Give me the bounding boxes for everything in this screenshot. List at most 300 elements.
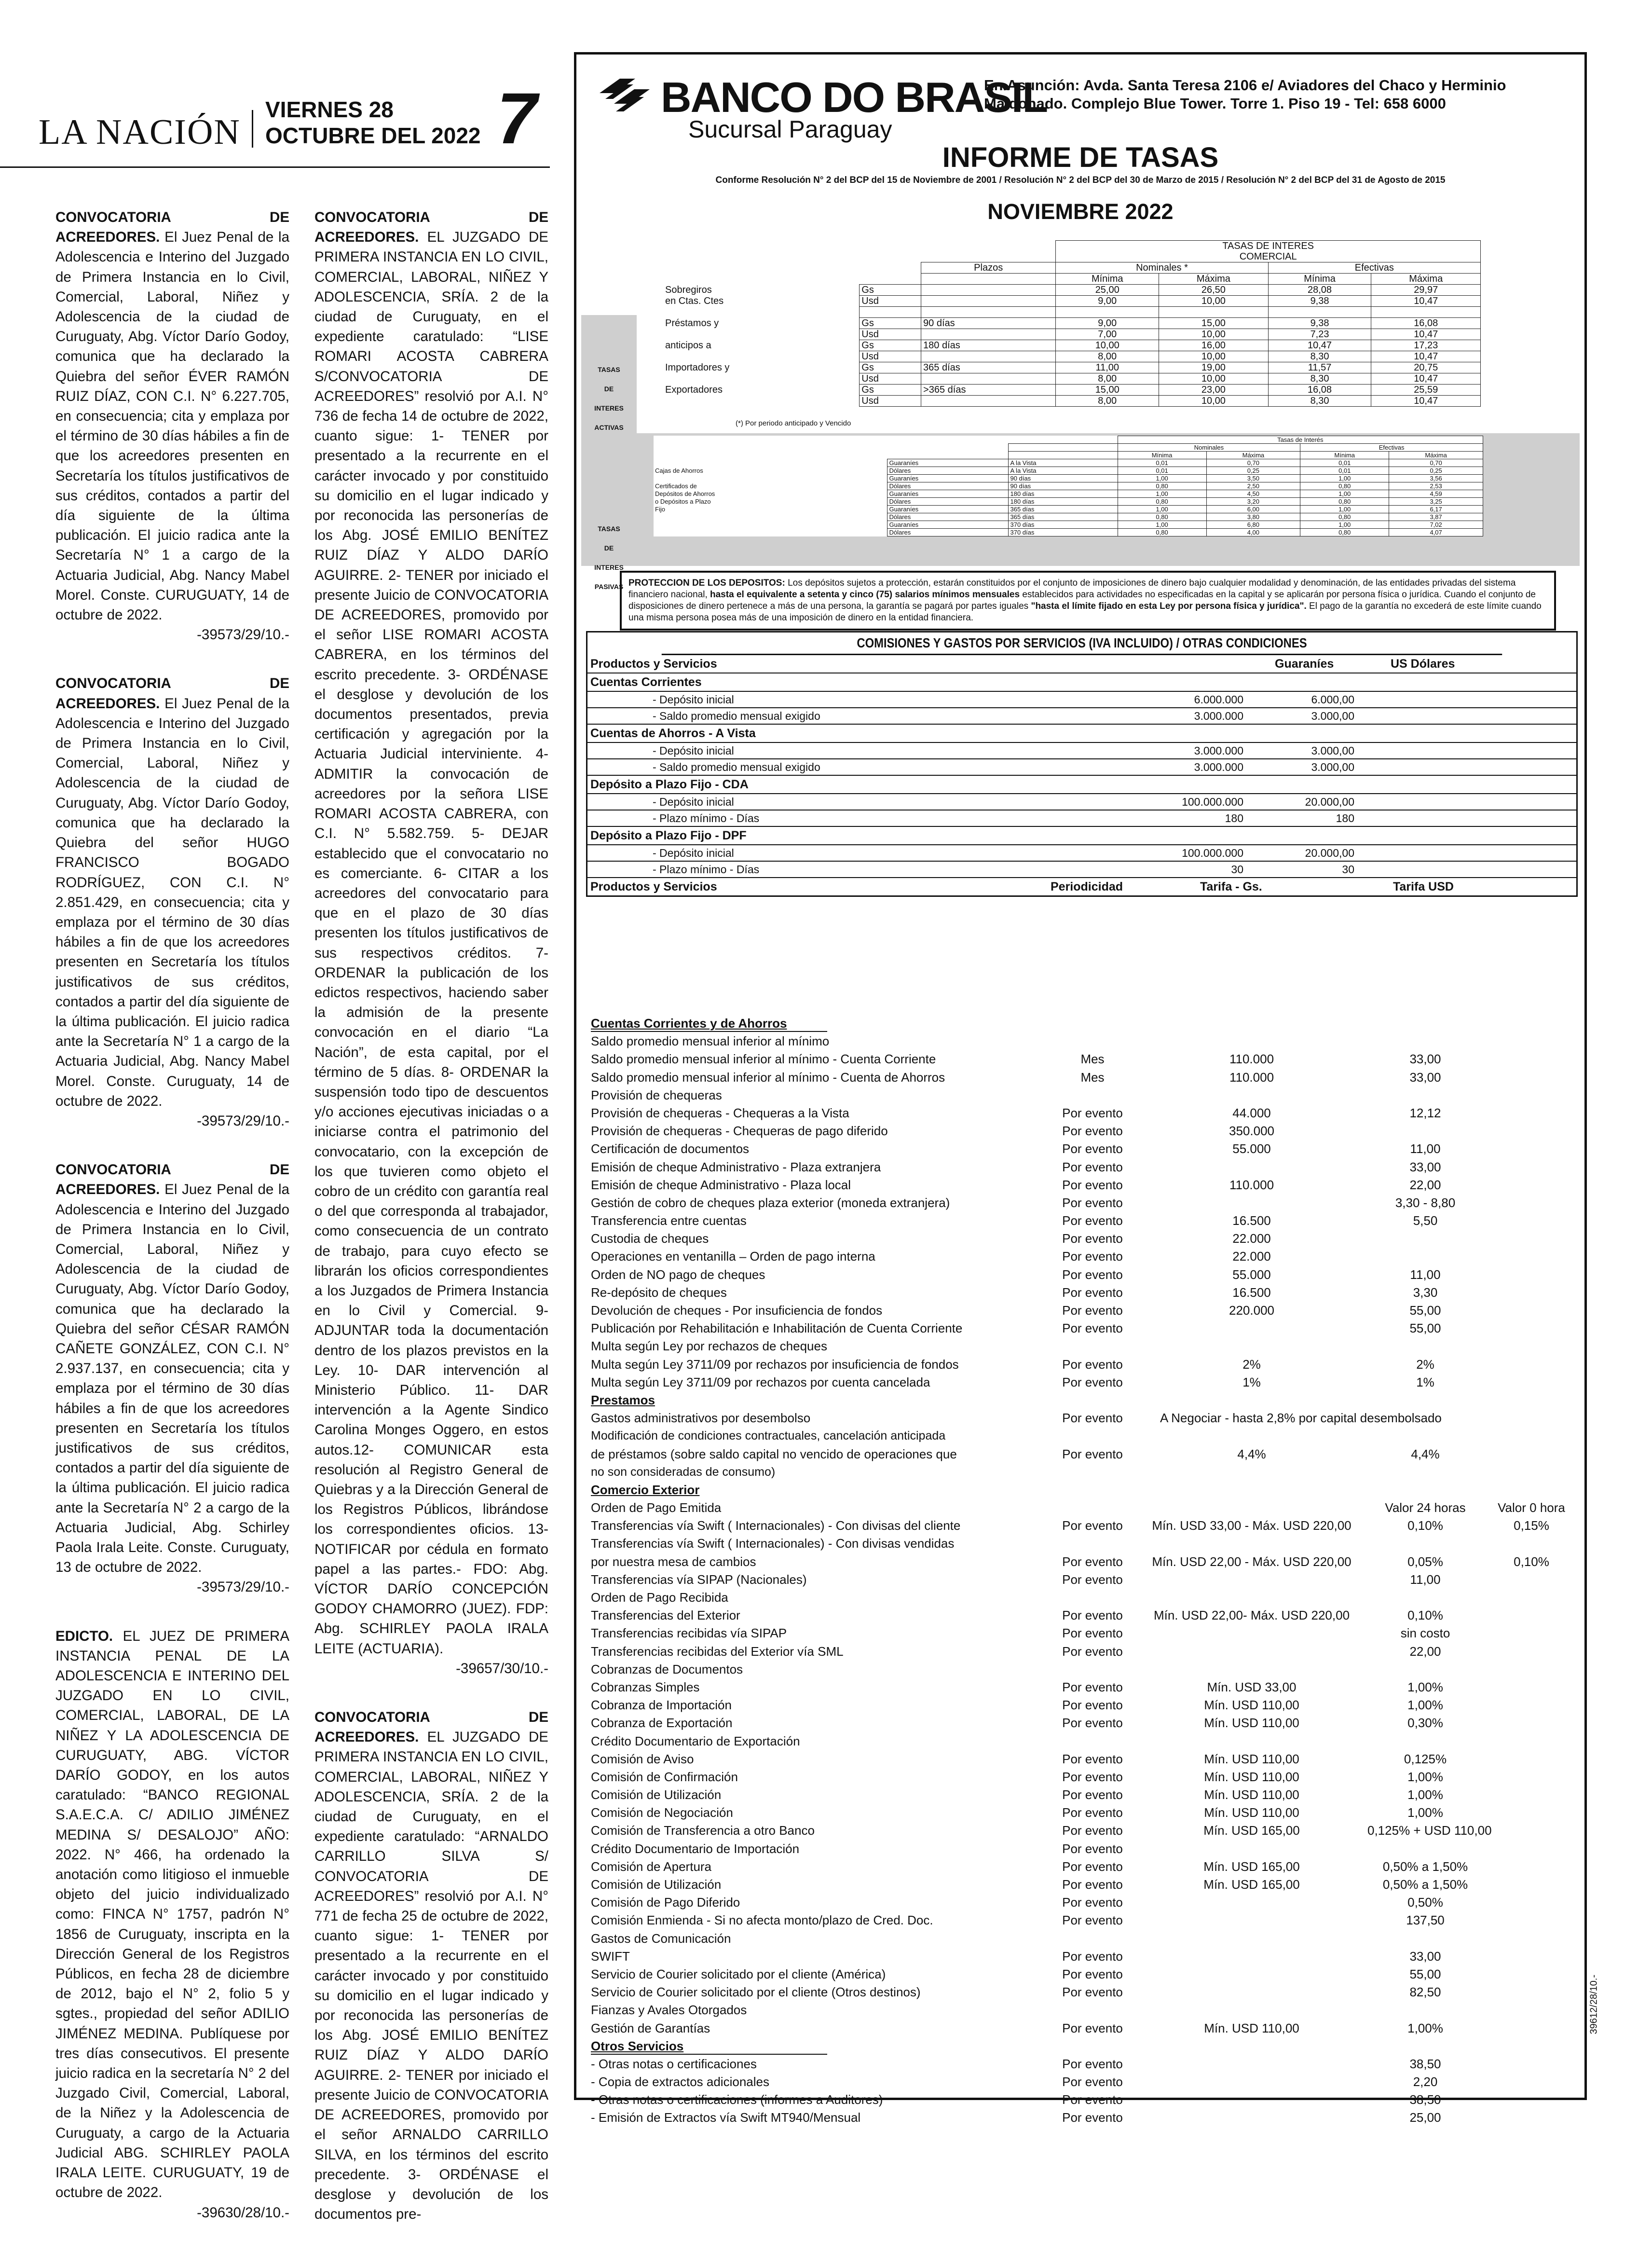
fee-tarifa-gs: 350.000 <box>1229 1124 1274 1139</box>
fee-tarifa-gs: Mín. USD 110,00 <box>1204 1805 1299 1820</box>
rate-cell-cur: Gs <box>861 385 874 395</box>
fee-periodicity: Por evento <box>1062 1769 1123 1784</box>
rate-cell-emin: 10,47 <box>1308 340 1332 351</box>
fee-description: Gestión de cobro de cheques plaza exterior (moneda extranjera) <box>591 1195 950 1210</box>
notice-reference: -39573/29/10.- <box>197 627 289 643</box>
commission-section-label: Cuentas de Ahorros - A Vista <box>590 727 756 740</box>
plazos-header: Plazos <box>974 262 1003 273</box>
commission-value-usd: 3.000,00 <box>1311 744 1354 757</box>
rate-cell-nmin: 0,80 <box>1156 513 1168 521</box>
masthead-divider <box>252 110 253 148</box>
fee-tarifa-gs: Mín. USD 165,00 <box>1203 1823 1300 1838</box>
fee-periodicity: Por evento <box>1062 1985 1123 2000</box>
commissions-table <box>586 631 1578 897</box>
header-tarifa-usd: Tarifa USD <box>1393 880 1454 893</box>
fee-tarifa-gs: Mín. USD 165,00 <box>1203 1877 1300 1892</box>
fee-tarifa-gs: 110.000 <box>1229 1052 1274 1067</box>
protection-bold-1: hasta el equivalente a setenta y cinco (75) salarios mínimos mensuales <box>710 590 1020 600</box>
fee-description: - Emisión de Extractos vía Swift MT940/Mensual <box>591 2110 861 2125</box>
rate-cell-nmax: 10,00 <box>1201 373 1226 384</box>
fee-periodicity: Por evento <box>1062 1895 1123 1910</box>
rate-row <box>654 459 1483 467</box>
fee-section <box>591 1391 1570 1409</box>
fee-tarifa-usd: 1,00% <box>1407 1698 1443 1713</box>
fee-tarifa-usd: 22,00 <box>1409 1177 1441 1192</box>
rate-cell-a: Depósitos de Ahorros <box>655 490 715 497</box>
fee-periodicity: Por evento <box>1062 1805 1123 1820</box>
commission-value-usd: 3.000,00 <box>1311 710 1354 722</box>
fee-description: Devolución de cheques - Por insuficiencia de fondos <box>591 1303 883 1318</box>
commission-value-usd: 3.000,00 <box>1311 761 1354 773</box>
fee-description: Crédito Documentario de Exportación <box>591 1733 800 1748</box>
fee-tarifa-usd: 11,00 <box>1410 1572 1441 1587</box>
fee-tarifa-gs: 22.000 <box>1232 1231 1271 1246</box>
commission-section-label: Cuentas Corrientes <box>590 675 702 689</box>
masthead-month-year: OCTUBRE DEL 2022 <box>265 123 481 148</box>
rate-cell-emin: 16,08 <box>1308 385 1332 395</box>
notice-heading: CONVOCATORIA DE ACREEDORES. <box>55 209 289 246</box>
masthead-day: VIERNES 28 <box>265 97 394 122</box>
fee-tarifa-usd: 0,10% <box>1407 1608 1443 1623</box>
rate-cell-emin: 0,80 <box>1338 529 1351 536</box>
legal-notice <box>55 1626 289 2223</box>
commission-value-gs: 100.000.000 <box>1182 796 1243 808</box>
commission-section <box>587 725 1576 743</box>
fee-description: Comisión de Negociación <box>591 1805 733 1820</box>
commission-row <box>587 862 1576 878</box>
fee-tarifa-usd: 25,00 <box>1409 2110 1441 2125</box>
active-rates-side-label <box>581 315 637 445</box>
fee-tarifa-usd: 55,00 <box>1409 1966 1441 1981</box>
fee-tarifa-usd: 33,00 <box>1409 1070 1441 1085</box>
fee-row <box>591 1248 1570 1265</box>
fee-tarifa-gs: 220.000 <box>1229 1303 1274 1318</box>
fee-tarifa-usd: 33,00 <box>1409 1949 1441 1964</box>
header-products: Productos y Servicios <box>590 657 717 671</box>
notice-body: EL JUZGADO DE PRIMERA INSTANCIA EN LO CIVIL, COMERCIAL, LABORAL, NIÑEZ Y ADOLESCENCIA, SRÍA. 2 de la ciudad de Curuguaty, en el expediente caratulado: “ARNALDO CARRILLO SILVA S/ CONVOCATORIA DE ACREEDORES” resolvió por A.I. N° 771 de fecha 25 de octubre de 2022, cuanto sigue: 1- TENER por presentado a la recurrente en el carácter invocado y por constituido su domicilio en el lugar indicado y por reconocida las personerías de los Abg. JOSÉ EMILIO BENÍTEZ RUIZ DÍAZ Y ALDO DARÍO AGUIRRE. 2- TENER por iniciado el presente Juicio de CONVOCATORIA DE ACREEDORES, promovido por el señor ARNALDO CARRILLO SILVA, en los términos del escrito precedente. 3- ORDÉNASE el desglose y devolución de los documentos pre- <box>314 1729 548 2223</box>
rate-cell-cur: Usd <box>861 329 879 340</box>
notice-heading: CONVOCATORIA DE ACREEDORES. <box>314 1709 548 1745</box>
fee-description: Cobranzas de Documentos <box>591 1662 743 1676</box>
fee-tarifa-usd: sin costo <box>1400 1626 1450 1641</box>
side-label-word: DE <box>604 385 614 393</box>
fee-periodicity: Mes <box>1080 1052 1105 1067</box>
fee-tarifa-usd: 0,30% <box>1407 1716 1443 1731</box>
fee-periodicity: Por evento <box>1062 1249 1123 1264</box>
rate-row <box>663 362 1481 373</box>
fee-tarifa-usd: 12,12 <box>1409 1105 1441 1120</box>
fee-row <box>591 1104 1570 1122</box>
rate-cell-emin: 8,30 <box>1310 373 1329 384</box>
rate-cell-a: Préstamos y <box>665 318 719 329</box>
fee-description: Comisión de Utilización <box>591 1877 722 1892</box>
fee-row <box>591 1302 1570 1319</box>
rate-cell-emin: 1,00 <box>1338 521 1351 528</box>
rate-cell-cur: Gs <box>861 285 874 295</box>
rate-cell-a: o Depósitos a Plazo <box>655 498 711 505</box>
commission-section <box>587 827 1576 845</box>
fee-row <box>591 1499 1570 1517</box>
fee-description: Emisión de cheque Administrativo - Plaza extranjera <box>591 1159 881 1174</box>
rate-cell-emin: 8,30 <box>1310 351 1329 362</box>
rate-row <box>654 490 1483 498</box>
rate-row <box>663 329 1481 340</box>
fee-row <box>591 1678 1570 1696</box>
protection-text-3: El pago de la garantía no excederá de este límite cuando una misma persona posea más de una imposición de dinero en la entidad financiera. <box>628 601 1542 623</box>
fee-tarifa-usd: 11,00 <box>1410 1267 1441 1282</box>
fee-tarifa-gs: Mín. USD 110,00 <box>1204 1787 1299 1802</box>
fee-description: Gastos de Comunicación <box>591 1931 731 1946</box>
fee-row <box>591 1876 1570 1894</box>
fee-tarifa-gs: 22.000 <box>1232 1249 1271 1264</box>
rate-cell-nmax: 16,00 <box>1201 340 1226 351</box>
commission-value-gs: 100.000.000 <box>1182 847 1243 859</box>
fee-section-rule <box>591 2054 827 2055</box>
fee-row <box>591 1086 1570 1104</box>
fee-row <box>591 1804 1570 1822</box>
rate-cell-nmin: 8,00 <box>1098 351 1117 362</box>
rate-cell-nmin: 1,00 <box>1156 521 1168 528</box>
fee-description: por nuestra mesa de cambios <box>591 1554 756 1569</box>
fee-description: Orden de NO pago de cheques <box>591 1267 765 1282</box>
rate-cell-nmin: 9,00 <box>1098 296 1117 306</box>
rate-cell-plazo: 90 días <box>1010 475 1031 482</box>
rate-cell-a: Fijo <box>655 506 665 513</box>
fee-tarifa-gs: 1% <box>1242 1374 1261 1389</box>
rate-cell-cur: Guaraníes <box>889 459 919 467</box>
fee-description: Otros Servicios <box>591 2038 684 2053</box>
commission-value-gs: 6.000.000 <box>1194 693 1243 706</box>
fee-tarifa-usd: 3,30 - 8,80 <box>1395 1195 1456 1210</box>
rate-cell-cur: Dólares <box>889 467 911 474</box>
rate-cell-emax: 3,25 <box>1430 498 1442 505</box>
fee-row <box>591 1965 1570 1983</box>
fee-tarifa-usd: 3,30 <box>1413 1285 1438 1300</box>
fee-row <box>591 1266 1570 1284</box>
max-header: Máxima <box>1196 274 1230 284</box>
rate-cell-nmin: 1,00 <box>1156 506 1168 513</box>
commission-row <box>587 794 1576 811</box>
commissions-header <box>587 655 1576 673</box>
max-header: Máxima <box>1242 452 1265 459</box>
rate-cell-a: Exportadores <box>665 385 723 395</box>
classifieds-column-1 <box>55 207 289 2252</box>
fee-tarifa-gs: 4,4% <box>1237 1446 1266 1461</box>
rate-cell-emax: 29,97 <box>1414 285 1438 295</box>
rate-cell-nmin: 0,80 <box>1156 529 1168 536</box>
fee-periodicity: Por evento <box>1062 1321 1123 1336</box>
fee-tarifa-usd: 1,00% <box>1407 2020 1443 2035</box>
fee-section <box>591 2037 1570 2055</box>
fees-list <box>591 1015 1570 2127</box>
fee-description: - Copia de extractos adicionales <box>591 2074 769 2089</box>
rate-cell-emax: 6,17 <box>1430 506 1442 513</box>
commission-label: - Plazo mínimo - Días <box>653 863 760 876</box>
rate-cell-emin: 7,23 <box>1310 329 1329 340</box>
max-header: Máxima <box>1409 274 1443 284</box>
fee-periodicity: Por evento <box>1062 1518 1123 1533</box>
rate-row <box>663 318 1481 329</box>
fee-description: Provisión de chequeras - Chequeras de pago diferido <box>591 1124 888 1139</box>
rate-cell-a: anticipos a <box>665 340 711 351</box>
fee-description: Saldo promedio mensual inferior al mínimo - Cuenta Corriente <box>591 1052 936 1067</box>
rate-cell-a: Cajas de Ahorros <box>655 467 703 474</box>
header-periodicity: Periodicidad <box>1051 880 1123 893</box>
rates-table-heading: Tasas de Interés <box>1277 436 1324 443</box>
fee-row <box>591 1319 1570 1337</box>
rate-cell-emax: 0,70 <box>1430 459 1442 467</box>
fee-description: Transferencia entre cuentas <box>591 1213 747 1228</box>
fee-description: Saldo promedio mensual inferior al mínimo <box>591 1034 830 1049</box>
fee-tarifa-usd: 5,50 <box>1413 1213 1438 1228</box>
fee-periodicity: Por evento <box>1062 1303 1123 1318</box>
rate-cell-emin: 8,30 <box>1310 396 1329 406</box>
rate-cell-emax: 10,47 <box>1414 351 1438 362</box>
active-rates-table <box>663 240 1481 407</box>
fee-periodicity: Mes <box>1080 1070 1105 1085</box>
fee-tarifa-gs: Mín. USD 110,00 <box>1204 1698 1299 1713</box>
rate-cell-nmax: 6,00 <box>1247 506 1260 513</box>
legal-notice <box>55 673 289 1131</box>
rate-cell-cur: Dólares <box>889 529 911 536</box>
fee-tarifa-gs: Mín. USD 22,00- Máx. USD 220,00 <box>1153 1608 1350 1623</box>
rate-cell-plazo: 365 días <box>1010 506 1035 513</box>
rate-cell-cur: Usd <box>861 351 879 362</box>
rate-cell-nmax: 10,00 <box>1201 329 1226 340</box>
fee-tarifa-gs: Mín. USD 22,00 - Máx. USD 220,00 <box>1152 1554 1352 1569</box>
fee-periodicity: Por evento <box>1062 1572 1123 1587</box>
commission-row <box>587 743 1576 759</box>
fee-row <box>591 1750 1570 1768</box>
fee-row <box>591 2055 1570 2073</box>
fee-description: Emisión de cheque Administrativo - Plaza local <box>591 1177 851 1192</box>
commission-label: - Plazo mínimo - Días <box>653 812 760 824</box>
fee-row <box>591 2091 1570 2109</box>
bank-advertisement <box>574 52 1599 2125</box>
fee-tarifa-gs: Mín. USD 110,00 <box>1204 2020 1299 2035</box>
notice-body: El Juez Penal de la Adolescencia e Interino del Juzgado de Primera Instancia en lo Civil, Comercial, Laboral, Niñez y Adolescencia de la ciudad de Curuguaty, Abg. Víctor Darío Godoy, comunica que ha declarado la Quiebra del señor ÉVER RAMÓN RUIZ DÍAZ, CON C.I. N° 6.227.705, en consecuencia; cita y emplaza por el término de 30 días hábiles a fin de que los acreedores presenten en Secretaría los títulos justificativos de sus créditos, contados a partir del día siguiente de la última publicación. El juicio radica ante la Secretaría N° 1 a cargo de la Actuaria Judicial, Abg. Nancy Mabel Morel. Conste. CURUGUATY, 14 de octubre de 2022. <box>55 229 289 623</box>
fee-tarifa-usd: 1,00% <box>1407 1679 1443 1694</box>
rate-cell-nmin: 0,80 <box>1156 498 1168 505</box>
side-label-word: TASAS <box>598 525 620 533</box>
rate-row <box>663 396 1481 407</box>
fee-row <box>591 1122 1570 1140</box>
fee-row <box>591 1194 1570 1212</box>
notice-body: EL JUEZ DE PRIMERA INSTANCIA PENAL DE LA ADOLESCENCIA E INTERINO DEL JUZGADO EN LO CIVIL, COMERCIAL, LABORAL, DE LA NIÑEZ Y LA ADOLESCENCIA DE CURUGUATY, ABG. VÍCTOR DARÍO GODOY, en los autos caratulado: “BANCO REGIONAL S.A.E.C.A. C/ ADILIO JIMÉNEZ MEDINA S/ DESALOJO” AÑO: 2022. N° 466, ha ordenado la anotación como litigioso el inmueble objeto del juicio individualizado como: FINCA N° 1757, padrón N° 1856 de Curuguaty, inscripta en la Dirección General de los Registros Públicos, en fecha 28 de diciembre de 2012, bajo el N° 2, folio 5 y sgtes., propiedad del señor ADILIO JIMÉNEZ MEDINA. Publíquese por tres días consecutivos. El presente juicio radica en la secretaría N° 2 del Juzgado Civil, Comercial, Laboral, de la Niñez y la Adolescencia de Curuguaty, a cargo de la Actuaria Judicial ABG. SCHIRLEY PAOLA IRALA LEITE. CURUGUATY, 19 de octubre de 2022. <box>55 1628 290 2201</box>
commission-value-usd: 6.000,00 <box>1311 693 1354 706</box>
notice-reference: -39573/29/10.- <box>197 1113 289 1129</box>
fee-tarifa-usd: 0,10% <box>1407 1518 1443 1533</box>
fee-periodicity: Por evento <box>1062 1213 1123 1228</box>
fee-description: Transferencias vía Swift ( Internacionales) - Con divisas vendidas <box>591 1536 955 1551</box>
min-header: Mínima <box>1091 274 1123 284</box>
fee-tarifa-usd: 33,00 <box>1409 1159 1441 1174</box>
fee-tarifa-gs: Mín. USD 110,00 <box>1204 1751 1299 1766</box>
fee-row <box>591 1643 1570 1661</box>
commission-label: - Depósito inicial <box>653 796 734 808</box>
bank-logo-icon <box>596 74 654 117</box>
fee-periodicity: Por evento <box>1062 1141 1123 1156</box>
fee-periodicity: Por evento <box>1062 1267 1123 1282</box>
legal-notice <box>314 207 548 1678</box>
rate-cell-plazo: 370 días <box>1010 521 1035 528</box>
rate-row <box>654 529 1483 536</box>
rate-cell-nmax: 4,50 <box>1247 490 1260 497</box>
fee-row <box>591 1337 1570 1355</box>
fee-description: Cobranza de Importación <box>591 1698 732 1713</box>
commission-value-usd: 20.000,00 <box>1305 796 1354 808</box>
fee-description: Multa según Ley 3711/09 por rechazos por insuficiencia de fondos <box>591 1357 959 1372</box>
header-usd: US Dólares <box>1391 657 1455 671</box>
efectivas-header: Efectivas <box>1379 444 1405 451</box>
fee-description: Multa según Ley 3711/09 por rechazos por cuenta cancelada <box>591 1374 930 1389</box>
report-title: INFORME DE TASAS <box>942 142 1219 173</box>
rate-cell-plazo: 180 días <box>923 340 960 351</box>
fee-periodicity: Por evento <box>1062 1231 1123 1246</box>
commission-section-label: Depósito a Plazo Fijo - CDA <box>590 778 749 791</box>
fee-row <box>591 1714 1570 1732</box>
fee-periodicity: Por evento <box>1062 1698 1123 1713</box>
commission-value-usd: 30 <box>1342 863 1354 876</box>
fee-row <box>591 1140 1570 1158</box>
fee-tarifa-usd: 11,00 <box>1410 1141 1441 1156</box>
rate-cell-nmax: 3,50 <box>1247 475 1260 482</box>
fee-tarifa-gs: A Negociar - hasta 2,8% por capital desembolsado <box>1160 1411 1442 1426</box>
rate-cell-nmin: 1,00 <box>1156 475 1168 482</box>
rate-cell-plazo: 90 días <box>923 318 955 329</box>
rate-cell-a: Importadores y <box>665 362 730 373</box>
commission-section-label: Depósito a Plazo Fijo - DPF <box>590 829 747 842</box>
notice-heading: CONVOCATORIA DE ACREEDORES. <box>55 1162 289 1198</box>
notice-heading: CONVOCATORIA DE ACREEDORES. <box>314 209 548 246</box>
fee-row <box>591 1571 1570 1589</box>
fee-row <box>591 1032 1570 1050</box>
commission-label: - Depósito inicial <box>653 744 734 757</box>
rate-cell-nmax: 3,80 <box>1247 513 1260 521</box>
fee-row <box>591 1607 1570 1624</box>
commission-row <box>587 845 1576 862</box>
fee-tarifa-gs: Mín. USD 110,00 <box>1204 1716 1299 1731</box>
rate-cell-nmin: 0,01 <box>1156 467 1168 474</box>
fee-tarifa-usd: 0,50% a 1,50% <box>1382 1859 1468 1874</box>
rate-row <box>654 513 1483 521</box>
rate-cell-emax: 4,07 <box>1430 529 1442 536</box>
fee-tarifa-gs: 55.000 <box>1232 1141 1271 1156</box>
side-label-word: INTERES <box>594 404 624 412</box>
fee-periodicity: Por evento <box>1062 1626 1123 1641</box>
rate-cell-nmin: 9,00 <box>1098 318 1117 329</box>
fee-periodicity: Por evento <box>1062 1554 1123 1569</box>
fee-tarifa-usd: 82,50 <box>1409 1985 1441 2000</box>
fee-description: Transferencias del Exterior <box>591 1608 740 1623</box>
rate-cell-emin: 11,57 <box>1308 362 1332 373</box>
fee-periodicity: Por evento <box>1062 1716 1123 1731</box>
fee-periodicity: Por evento <box>1062 1751 1123 1766</box>
commission-value-gs: 3.000.000 <box>1194 710 1243 722</box>
rate-cell-nmax: 4,00 <box>1247 529 1260 536</box>
rate-cell-plazo: A la Vista <box>1010 459 1037 467</box>
fee-tarifa-gs: Mín. USD 110,00 <box>1204 1769 1299 1784</box>
commission-row <box>587 811 1576 827</box>
rates-footnote: (*) Por periodo anticipado y Vencido <box>736 419 851 427</box>
rate-row <box>654 475 1483 482</box>
rate-row <box>663 296 1481 307</box>
fee-description: - Otras notas o certificaciones <box>591 2056 757 2071</box>
page-number: 7 <box>497 78 537 159</box>
rate-cell-emin: 0,80 <box>1338 498 1351 505</box>
rate-cell-emin: 1,00 <box>1338 475 1351 482</box>
fee-row <box>591 2109 1570 2127</box>
rate-row <box>663 385 1481 396</box>
rate-cell-plazo: 180 días <box>1010 498 1035 505</box>
rate-cell-nmin: 15,00 <box>1095 385 1120 395</box>
fee-tarifa-usd: 1,00% <box>1407 1769 1443 1784</box>
fee-tarifa-usd: 0,05% <box>1407 1554 1443 1569</box>
commission-label: - Depósito inicial <box>653 693 734 706</box>
fee-description: Cuentas Corrientes y de Ahorros <box>591 1016 787 1030</box>
fee-tarifa-gs: 16.500 <box>1232 1285 1271 1300</box>
nominales-header: Nominales * <box>1136 262 1188 273</box>
legal-notice <box>314 1707 548 2224</box>
fee-row <box>591 1589 1570 1607</box>
rate-cell-cur: Guaraníes <box>889 521 919 528</box>
fee-row <box>591 1553 1570 1571</box>
fee-tarifa-gs: 2% <box>1242 1357 1261 1372</box>
fee-description: Orden de Pago Emitida <box>591 1500 722 1515</box>
fee-row <box>591 1176 1570 1194</box>
fee-periodicity: Por evento <box>1062 1105 1123 1120</box>
fee-periodicity: Por evento <box>1062 2056 1123 2071</box>
fee-description: Comisión de Aviso <box>591 1751 694 1766</box>
fee-periodicity: Por evento <box>1062 1859 1123 1874</box>
rate-cell-nmin: 10,00 <box>1095 340 1120 351</box>
fee-row <box>591 1212 1570 1230</box>
legal-notice <box>55 1160 289 1597</box>
fee-description: Cobranza de Exportación <box>591 1716 733 1731</box>
fee-periodicity: Por evento <box>1062 1949 1123 1964</box>
fee-tarifa-usd: 38,50 <box>1409 2056 1441 2071</box>
fee-row <box>591 1535 1570 1552</box>
rate-cell-emax: 4,59 <box>1430 490 1442 497</box>
fee-tarifa-usd: 137,50 <box>1406 1913 1445 1928</box>
fee-description: Gestión de Garantías <box>591 2020 710 2035</box>
fee-description: Publicación por Rehabilitación e Inhabilitación de Cuenta Corriente <box>591 1321 963 1336</box>
rate-cell-emin: 1,00 <box>1338 506 1351 513</box>
fee-description: Comercio Exterior <box>591 1482 700 1497</box>
rate-cell-nmax: 23,00 <box>1201 385 1226 395</box>
nominales-header: Nominales <box>1194 444 1224 451</box>
fee-tarifa-usd: Valor 24 horas <box>1385 1500 1466 1515</box>
rates-table-subheading: COMERCIAL <box>1239 251 1297 262</box>
header-tarifa-gs: Tarifa - Gs. <box>1200 880 1262 893</box>
rate-cell-nmin: 1,00 <box>1156 490 1168 497</box>
fee-description: Gastos administrativos por desembolso <box>591 1411 811 1426</box>
fee-periodicity: Por evento <box>1062 2092 1123 2107</box>
fee-row <box>591 1050 1570 1068</box>
rate-cell-cur: Dólares <box>889 482 911 490</box>
fee-tarifa-usd: 0,50% a 1,50% <box>1382 1877 1468 1892</box>
notice-reference: -39657/30/10.- <box>456 1660 548 1676</box>
fee-description: SWIFT <box>591 1949 630 1964</box>
fee-row <box>591 1930 1570 1948</box>
fee-periodicity: Por evento <box>1062 1841 1123 1856</box>
commission-value-usd: 20.000,00 <box>1305 847 1354 859</box>
commission-label: - Saldo promedio mensual exigido <box>653 761 820 773</box>
rate-cell-cur: Usd <box>861 296 879 306</box>
fee-periodicity: Por evento <box>1062 1124 1123 1139</box>
rate-cell-emax: 10,47 <box>1414 396 1438 406</box>
fee-periodicity: Por evento <box>1062 1679 1123 1694</box>
